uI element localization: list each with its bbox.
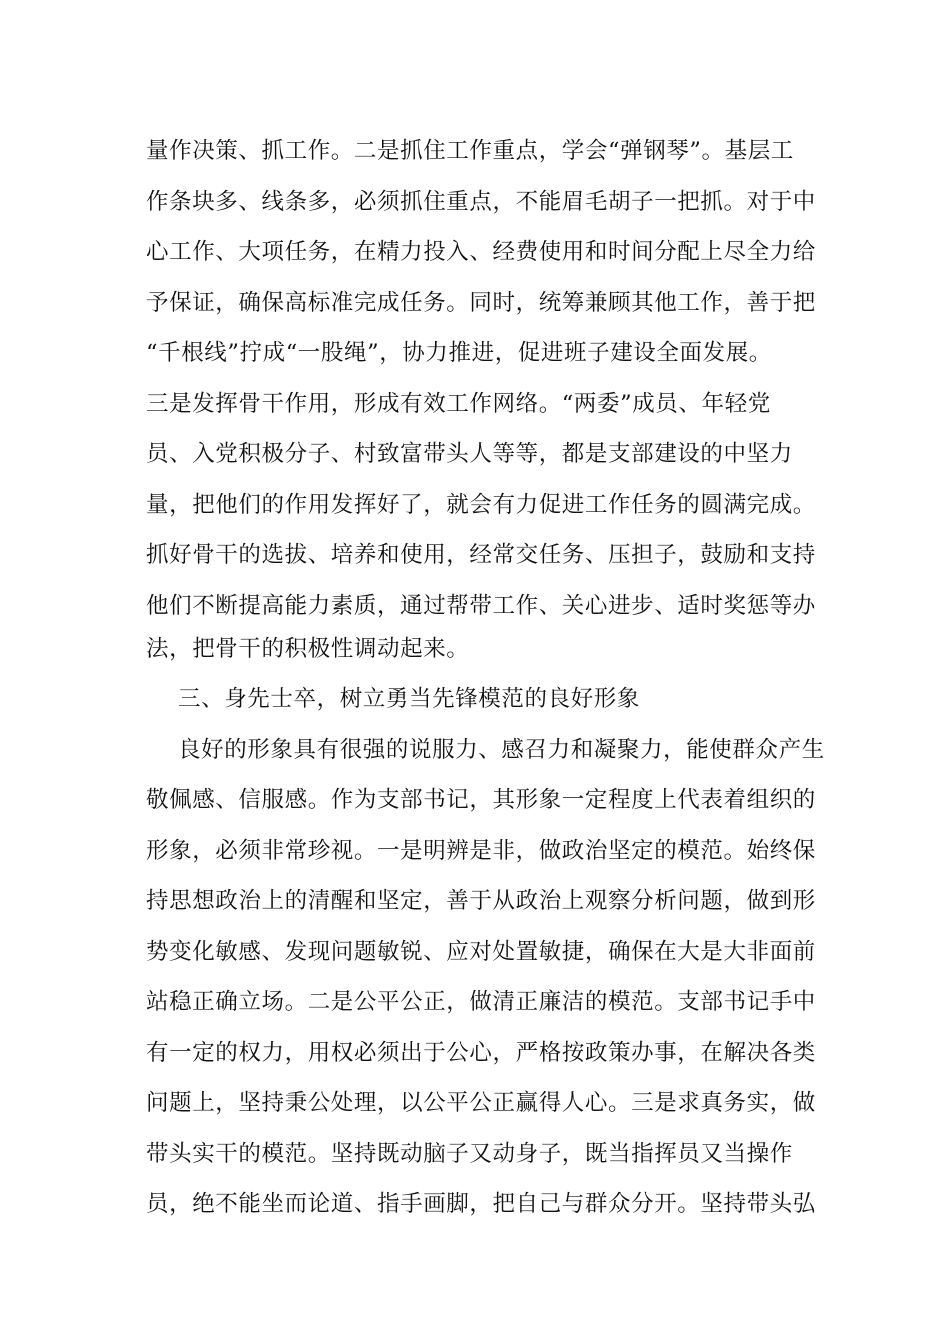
text-line: 敬佩感、信服感。作为支部书记，其形象一定程度上代表着组织的 bbox=[146, 787, 816, 813]
text-line: “千根线”拧成“一股绳”，协力推进，促进班子建设全面发展。 bbox=[146, 340, 772, 366]
text-line: 持思想政治上的清醒和坚定，善于从政治上观察分析问题，做到形 bbox=[146, 888, 816, 914]
text-line: 问题上，坚持秉公处理，以公平公正赢得人心。三是求真务实，做 bbox=[146, 1090, 816, 1116]
text-line: 量，把他们的作用发挥好了，就会有力促进工作任务的圆满完成。 bbox=[146, 492, 816, 518]
text-line: 有一定的权力，用权必须出于公心，严格按政策办事，在解决各类 bbox=[146, 1040, 816, 1066]
text-line: 作条块多、线条多，必须抓住重点，不能眉毛胡子一把抓。对于中 bbox=[146, 189, 816, 215]
text-line: 心工作、大项任务，在精力投入、经费使用和时间分配上尽全力给 bbox=[146, 239, 816, 265]
text-line: 量作决策、抓工作。二是抓住工作重点，学会“弹钢琴”。基层工 bbox=[146, 138, 794, 164]
text-line: 抓好骨干的选拔、培养和使用，经常交任务、压担子，鼓励和支持 bbox=[146, 542, 816, 568]
text-line: 法，把骨干的积极性调动起来。 bbox=[146, 636, 470, 662]
text-line: 三是发挥骨干作用，形成有效工作网络。“两委”成员、年轻党 bbox=[146, 391, 771, 417]
text-line: 他们不断提高能力素质，通过帮带工作、关心进步、适时奖惩等办 bbox=[146, 593, 816, 619]
text-line: 势变化敏感、发现问题敏锐、应对处置敏捷，确保在大是大非面前 bbox=[146, 939, 816, 965]
text-line: 良好的形象具有很强的说服力、感召力和凝聚力，能使群众产生 bbox=[178, 737, 825, 763]
text-line: 予保证，确保高标准完成任务。同时，统筹兼顾其他工作，善于把 bbox=[146, 290, 816, 316]
text-line: 站稳正确立场。二是公平公正，做清正廉洁的模范。支部书记手中 bbox=[146, 989, 816, 1015]
text-line: 形象，必须非常珍视。一是明辨是非，做政治坚定的模范。始终保 bbox=[146, 838, 816, 864]
text-line: 员，绝不能坐而论道、指手画脚，把自己与群众分开。坚持带头弘 bbox=[146, 1191, 816, 1217]
section-heading: 三、身先士卒，树立勇当先锋模范的良好形象 bbox=[178, 686, 641, 712]
text-line: 员、入党积极分子、村致富带头人等等，都是支部建设的中坚力 bbox=[146, 441, 793, 467]
text-line: 带头实干的模范。坚持既动脑子又动身子，既当指挥员又当操作 bbox=[146, 1141, 793, 1167]
